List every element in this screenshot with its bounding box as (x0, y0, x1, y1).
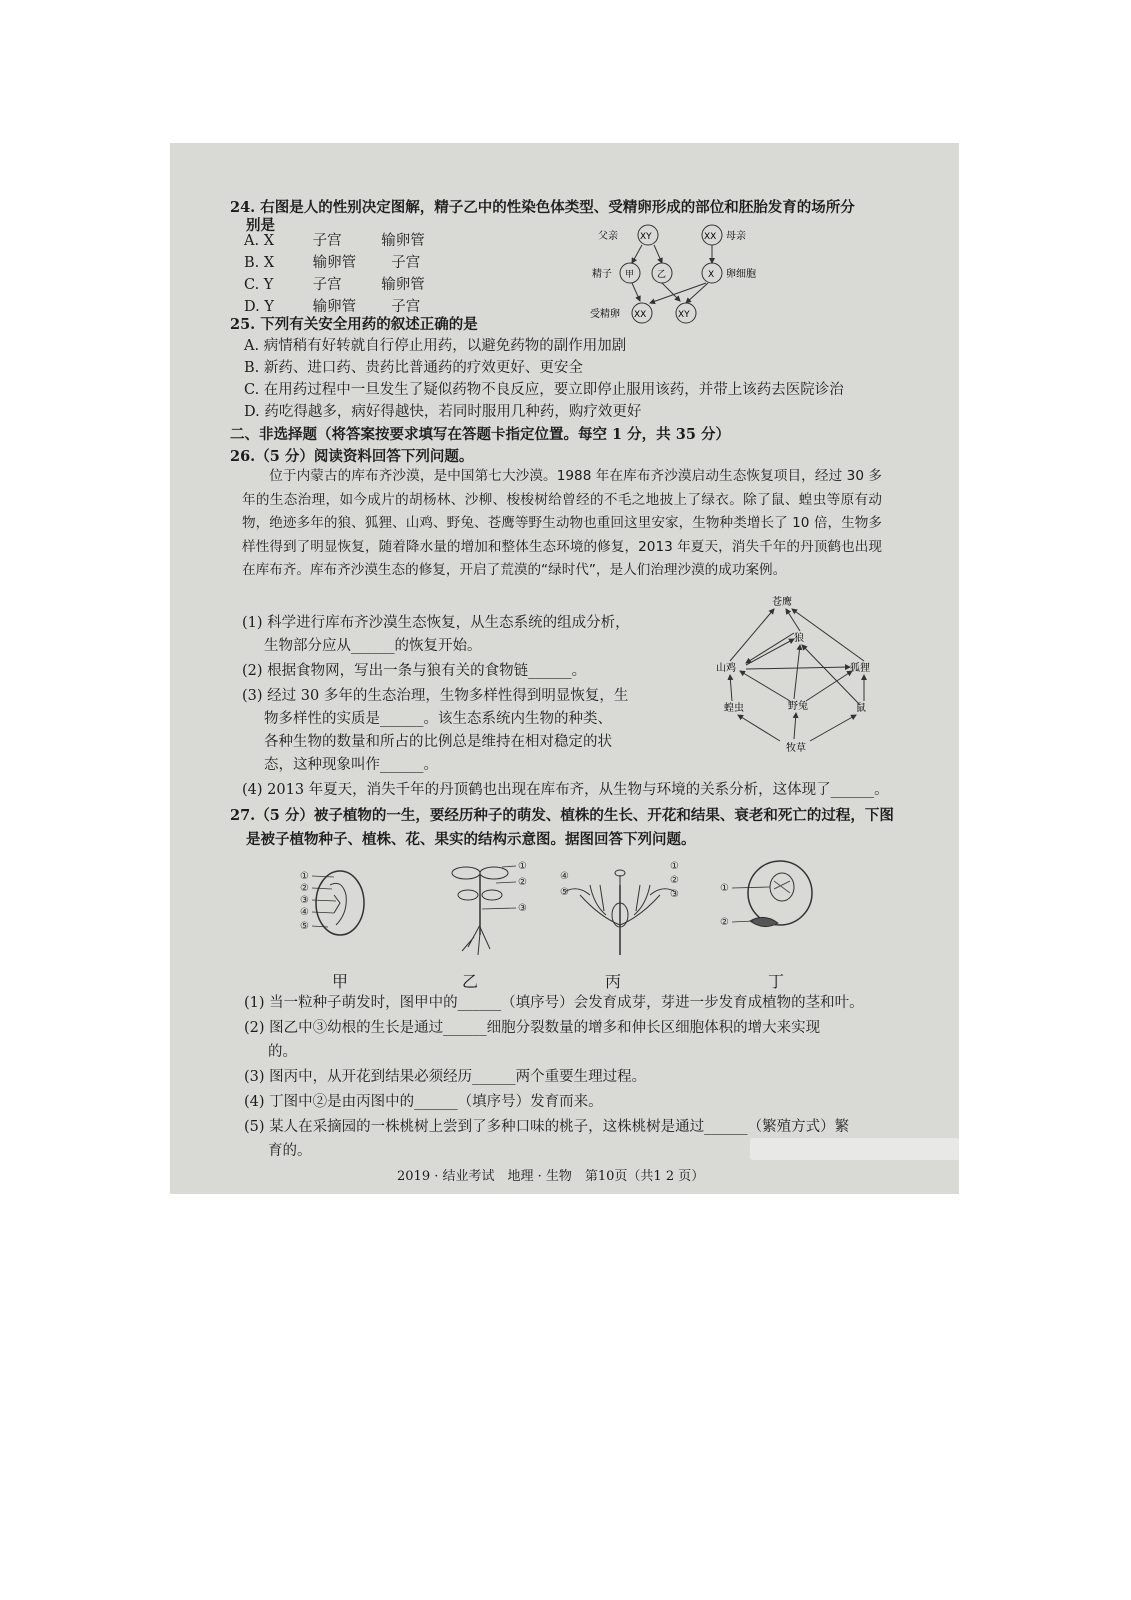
figure-label-yi: 乙 (462, 972, 479, 991)
passage-text: 位于内蒙古的库布齐沙漠，是中国第七大沙漠。1988 年在库布齐沙漠启动生态恢复项目，经过 30 多年的生态治理，如今成片的胡杨林、沙柳、梭梭树给曾经的不毛之地披上了绿衣。除了鼠、蝗虫等原有动物，绝迹多年的狼、狐狸、山鸡、野兔、苍鹰等野生动物也重回这里安家，生物种类增长了 10 倍，生物多样性得到了明显恢复，随着降水量的增加和整体生态环境的修复，2013 年夏天，消失千年的丹顶鹤也出现在库布齐。库布齐沙漠生态的修复，开启了荒漠的“绿时代”，是人们治理沙漠的成功案例。 (242, 468, 882, 578)
node-eagle: 苍鹰 (772, 597, 792, 608)
zygote-label: 受精卵 (590, 309, 620, 320)
q26-sub4: (4) 2013 年夏天，消失千年的丹顶鹤也出现在库布齐，从生物与环境的关系分析，这体现了______。 (242, 782, 889, 798)
q27-sub5a: (5) 某人在采摘园的一株桃树上尝到了多种口味的桃子，这株桃树是通过______（繁殖方式）繁 (244, 1119, 850, 1135)
figure-fruit (720, 861, 812, 928)
figure-seedling (452, 861, 527, 955)
option-b-value: 子宫 (391, 299, 421, 315)
node-mouse: 鼠 (856, 703, 866, 714)
sperm-1-text: 甲 (625, 270, 635, 280)
watermark-box (750, 1138, 959, 1160)
q25-option-a: A. 病情稍有好转就自行停止用药，以避免药物的副作用加剧 (244, 338, 627, 354)
q26-sub1a: (1) 科学进行库布齐沙漠生态恢复，从生态系统的组成分析， (242, 615, 630, 631)
option-letter: B. X (244, 255, 275, 271)
flower-num-3: ③ (670, 889, 679, 900)
q24-line2: 别是 (246, 217, 275, 234)
seedling-num-1: ① (518, 861, 527, 872)
egg-label: 卵细胞 (726, 269, 756, 280)
food-web-diagram (710, 593, 880, 755)
father-cell-text: XY (640, 232, 652, 242)
egg-text: X (708, 270, 715, 280)
q25-option-d: D. 药吃得越多，病好得越快，若同时服用几种药，购疗效更好 (244, 404, 642, 420)
fruit-num-2: ② (720, 917, 729, 928)
option-b-value: 子宫 (391, 255, 421, 271)
q26-sub3c: 各种生物的数量和所占的比例总是维持在相对稳定的状 (264, 734, 612, 750)
flower-num-1: ① (670, 861, 679, 872)
option-letter: A. X (244, 233, 275, 249)
q24-line1: 24. 右图是人的性别决定图解，精子乙中的性染色体类型、受精卵形成的部位和胚胎发育的场所分 (230, 199, 855, 216)
seed-num-3: ③ (300, 895, 309, 906)
q26-sub3d: 态，这种现象叫作______。 (264, 757, 438, 773)
q26-sub3b: 物多样性的实质是______。该生态系统内生物的种类、 (264, 711, 612, 727)
figure-flower (560, 861, 679, 955)
q26-passage (242, 465, 882, 583)
q27-sub3: (3) 图丙中，从开花到结果必须经历______两个重要生理过程。 (244, 1069, 647, 1085)
q27-stem1: 27.（5 分）被子植物的一生，要经历种子的萌发、植株的生长、开花和结果、衰老和死亡的过程，下图 (230, 807, 894, 824)
option-b-value: 输卵管 (381, 277, 425, 293)
q24-option-d (244, 295, 420, 316)
option-a-value: 子宫 (312, 277, 342, 293)
q27-sub2a: (2) 图乙中③幼根的生长是通过______细胞分裂数量的增多和伸长区细胞体积的增大来实现 (244, 1020, 821, 1036)
q27-stem2: 是被子植物种子、植株、花、果实的结构示意图。据图回答下列问题。 (246, 831, 696, 848)
seed-num-5: ⑤ (300, 921, 309, 932)
figure-label-bing: 丙 (605, 972, 622, 991)
q27-sub1: (1) 当一粒种子萌发时，图甲中的______（填序号）会发育成芽，芽进一步发育成植物的茎和叶。 (244, 995, 864, 1011)
figure-label-jia: 甲 (332, 972, 349, 991)
q25-option-c: C. 在用药过程中一旦发生了疑似药物不良反应，要立即停止服用该药，并带上该药去医院诊治 (244, 382, 844, 398)
q24-option-b (244, 251, 420, 272)
zygote-1-text: XX (634, 310, 647, 320)
flower-num-5: ⑤ (560, 887, 569, 898)
q25-option-b: B. 新药、进口药、贵药比普通药的疗效更好、更安全 (244, 360, 583, 376)
option-letter: C. Y (244, 277, 274, 293)
q26-sub1b: 生物部分应从______的恢复开始。 (264, 638, 482, 654)
sperm-2-text: 乙 (657, 270, 667, 280)
exam-photo (170, 143, 959, 1194)
seed-num-4: ④ (300, 907, 309, 918)
q26-sub3a: (3) 经过 30 多年的生态治理，生物多样性得到明显恢复，生 (242, 688, 629, 704)
zygote-2-text: XY (678, 310, 690, 320)
sex-determination-diagram (590, 221, 770, 341)
option-a-value: 输卵管 (312, 255, 357, 271)
page-footer: 2019 · 结业考试 地理 · 生物 第10页（共1 2 页） (397, 1169, 705, 1184)
seedling-num-2: ② (518, 877, 527, 888)
node-grass: 牧草 (786, 743, 806, 754)
q25-stem: 25. 下列有关安全用药的叙述正确的是 (230, 316, 478, 333)
q27-sub2b: 的。 (268, 1044, 297, 1060)
node-locust: 蝗虫 (724, 703, 744, 714)
flower-num-4: ④ (560, 871, 569, 882)
seed-num-2: ② (300, 883, 309, 894)
flower-num-2: ② (670, 875, 679, 886)
figure-label-ding: 丁 (768, 972, 785, 991)
q24-option-c (244, 273, 425, 294)
q26-sub2: (2) 根据食物网，写出一条与狼有关的食物链______。 (242, 663, 587, 679)
option-b-value: 输卵管 (381, 233, 425, 249)
seed-num-1: ① (300, 871, 309, 882)
mother-cell-text: XX (704, 232, 717, 242)
figure-seed (300, 871, 364, 935)
q27-sub5b: 育的。 (268, 1143, 312, 1159)
seedling-num-3: ③ (518, 903, 527, 914)
option-letter: D. Y (244, 299, 274, 315)
mother-label: 母亲 (726, 231, 746, 242)
option-a-value: 输卵管 (312, 299, 357, 315)
father-label: 父亲 (598, 231, 618, 242)
option-a-value: 子宫 (312, 233, 342, 249)
q27-sub4: (4) 丁图中②是由丙图中的______（填序号）发育而来。 (244, 1094, 603, 1110)
plant-structure-figures (300, 855, 860, 975)
q26-stem: 26.（5 分）阅读资料回答下列问题。 (230, 448, 474, 465)
q24-option-a (244, 229, 425, 250)
sperm-label: 精子 (592, 269, 612, 280)
fruit-num-1: ① (720, 883, 729, 894)
section-2-heading: 二、非选择题（将答案按要求填写在答题卡指定位置。每空 1 分，共 35 分） (230, 426, 730, 443)
node-hare: 野兔 (788, 701, 808, 712)
node-fox: 狐狸 (850, 663, 870, 674)
node-pheasant: 山鸡 (716, 663, 736, 674)
node-wolf: 狼 (794, 633, 804, 644)
